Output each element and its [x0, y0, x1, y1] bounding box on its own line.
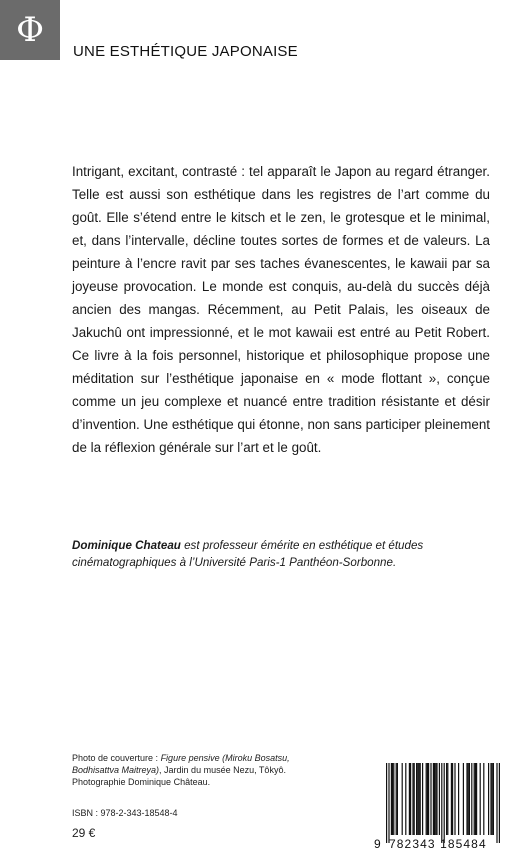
isbn: ISBN : 978-2-343-18548-4 — [72, 808, 178, 818]
barcode-bar — [463, 763, 464, 835]
barcode-bar — [416, 763, 417, 835]
barcode-bar — [393, 763, 394, 835]
barcode-bar — [493, 763, 494, 835]
barcode-bar — [402, 763, 403, 835]
barcode-guard-bar — [388, 763, 389, 843]
barcode-bar — [396, 763, 397, 835]
barcode-bar — [452, 763, 453, 835]
book-title: UNE ESTHÉTIQUE JAPONAISE — [73, 43, 298, 60]
barcode-bar — [447, 763, 448, 835]
barcode-bar — [468, 763, 469, 835]
barcode-prefix: 9 — [374, 837, 381, 851]
barcode-bar — [409, 763, 410, 835]
barcode-bar — [422, 763, 423, 835]
barcode-bar — [391, 763, 392, 835]
back-cover-blurb: Intrigant, excitant, contrasté : tel apparaît le Japon au regard étranger. Telle est aussi son esthétique dans les registres de l’art comme du goût. Elle s’étend entre le kitsch et le zen, le grotesque et le minimal, et, dans l’intervalle, décline toutes sortes de formes et de valeurs. La peinture à l’encre ravit par ses taches évanescentes, le kawaii par sa joyeuse provocation. Le monde est conquis, au-delà du succès déjà ancien des mangas. Récemment, au Petit Palais, les oiseaux de Jakuchû ont impressionné, et le mot kawaii est entré au Petit Robert. Ce livre à la fois personnel, historique et philosophique propose une méditation sur l’esthétique japonaise en « mode flottant », conçue comme un jeu complexe et nuancé entre tradition résistante et désir d’invention. Une esthétique qui étonne, non sans participer pleinement de la réflexion générale sur l’art et le goût. — [72, 164, 490, 455]
barcode-bar — [436, 763, 437, 835]
barcode-bar — [451, 763, 452, 835]
barcode-bar — [397, 763, 398, 835]
barcode-bar — [466, 763, 467, 835]
barcode-bar — [405, 763, 406, 835]
barcode-bar — [414, 763, 415, 835]
barcode-bar — [435, 763, 436, 835]
barcode-bar — [433, 763, 434, 835]
barcode-guard-bar — [496, 763, 497, 843]
barcode-guard-bar — [441, 763, 442, 843]
barcode-bar — [427, 763, 428, 835]
barcode-bar — [446, 763, 447, 835]
author-bio: est professeur émérite en esthétique et études cinématographiques à l’Université Paris-1 Panthéon-Sorbonne. — [72, 539, 424, 569]
barcode-bar — [492, 763, 493, 835]
price: 29 € — [72, 826, 96, 840]
barcode-bar — [454, 763, 455, 835]
barcode-guard-bar — [444, 763, 445, 843]
barcode-bar — [490, 763, 491, 835]
barcode — [374, 763, 506, 851]
photo-credits — [72, 752, 322, 788]
credits-photographer: Photographie Dominique Château. — [72, 777, 211, 787]
barcode-bar — [469, 763, 470, 835]
author-note — [72, 537, 492, 571]
barcode-bar — [474, 763, 475, 835]
barcode-bar — [412, 763, 413, 835]
barcode-bar — [417, 763, 418, 835]
barcode-bar — [471, 763, 472, 835]
barcode-guard-bar — [386, 763, 387, 843]
credits-label: Photo de couverture : — [72, 753, 161, 763]
barcode-guard-bar — [499, 763, 500, 843]
barcode-bar — [439, 763, 440, 835]
barcode-bar — [410, 763, 411, 835]
barcode-bar — [483, 763, 484, 835]
barcode-bar — [426, 763, 427, 835]
barcode-bar — [434, 763, 435, 835]
credits-location: , Jardin du musée Nezu, Tôkyô. — [159, 765, 286, 775]
phi-logo-icon: Φ — [16, 10, 44, 50]
barcode-bar — [475, 763, 476, 835]
publisher-logo — [0, 0, 60, 60]
barcode-bar — [418, 763, 419, 835]
barcode-bar — [488, 763, 489, 835]
barcode-bar — [480, 763, 481, 835]
barcode-bar — [392, 763, 393, 835]
barcode-bar — [458, 763, 459, 835]
barcode-digits: 782343 185484 — [389, 837, 487, 851]
barcode-bars — [374, 763, 506, 843]
barcode-bar — [428, 763, 429, 835]
author-name: Dominique Chateau — [72, 539, 181, 552]
barcode-bar — [420, 763, 421, 835]
credits-work-title: Figure pensive (Miroku Bosatsu, Bodhisattva Maitreya) — [72, 753, 290, 775]
barcode-bar — [476, 763, 477, 835]
barcode-bar — [430, 763, 431, 835]
